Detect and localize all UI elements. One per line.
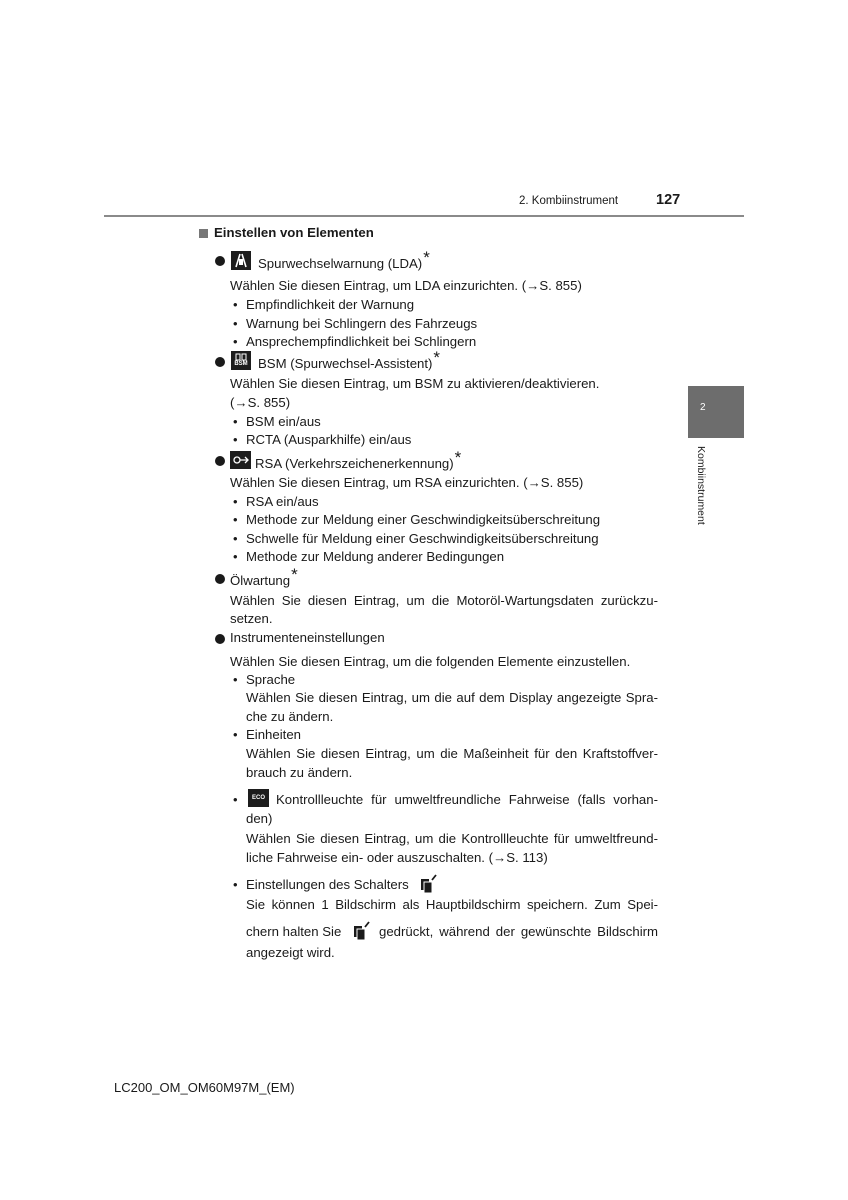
item-title-lda bbox=[258, 248, 430, 273]
eco-icon-label: ECO bbox=[251, 795, 265, 801]
bullet-icon: • bbox=[233, 792, 238, 807]
running-header-section: 2. Kombiinstrument bbox=[519, 195, 619, 207]
item-title-bsm bbox=[258, 348, 441, 373]
item-description: (→S. 855) bbox=[230, 395, 291, 410]
bullet-icon: • bbox=[233, 531, 238, 546]
bullet-icon: • bbox=[233, 672, 238, 687]
sub-item-text: chern halten Sie bbox=[246, 924, 342, 939]
sub-item-text: che zu ändern. bbox=[246, 709, 334, 724]
sub-item-label: Sprache bbox=[246, 672, 296, 687]
sub-item-text: Wählen Sie diesen Eintrag, um die Kontrollleuchte für umweltfreund- bbox=[246, 831, 658, 846]
item-description: Wählen Sie diesen Eintrag, um RSA einzurichten. (→S. 855) bbox=[230, 475, 584, 490]
item-description: setzen. bbox=[230, 611, 273, 626]
sub-item-label: Kontrollleuchte für umweltfreundliche Fahrweise (falls vorhan- bbox=[276, 792, 658, 807]
lda-icon bbox=[231, 251, 251, 270]
bullet-icon: • bbox=[233, 727, 238, 742]
sub-item-text: brauch zu ändern. bbox=[246, 765, 353, 780]
item-description: Wählen Sie diesen Eintrag, um BSM zu aktivieren/deaktivieren. bbox=[230, 376, 600, 391]
header-rule bbox=[104, 215, 744, 217]
sub-item-label: Einstellungen des Schalters bbox=[246, 877, 409, 892]
item-title-text: RSA (Verkehrszeichenerkennung) bbox=[255, 456, 454, 471]
bsm-icon-label: BSM bbox=[234, 361, 248, 367]
footnote-star: * bbox=[291, 565, 298, 584]
item-title-text: Ölwartung bbox=[230, 573, 291, 588]
item-description: Wählen Sie diesen Eintrag, um die Motoröl-Wartungsdaten zurückzu- bbox=[230, 593, 658, 608]
bullet-icon: • bbox=[233, 549, 238, 564]
circle-bullet-icon bbox=[215, 634, 225, 644]
item-description: Wählen Sie diesen Eintrag, um LDA einzurichten. (→S. 855) bbox=[230, 278, 582, 293]
document-code-footer: LC200_OM_OM60M97M_(EM) bbox=[114, 1080, 295, 1095]
bsm-icon bbox=[231, 351, 251, 370]
bullet-icon: • bbox=[233, 316, 238, 331]
item-description: Wählen Sie diesen Eintrag, um die folgenden Elemente einzustellen. bbox=[230, 654, 631, 669]
circle-bullet-icon bbox=[215, 256, 225, 266]
sub-item-text: gedrückt, während der gewünschte Bildschirm bbox=[379, 924, 658, 939]
bullet-icon: • bbox=[233, 512, 238, 527]
bullet-icon: • bbox=[233, 334, 238, 349]
footnote-star: * bbox=[454, 448, 462, 467]
bullet-icon: • bbox=[233, 297, 238, 312]
display-switch-icon bbox=[420, 874, 438, 894]
display-switch-icon bbox=[353, 921, 371, 941]
chapter-tab bbox=[688, 386, 744, 438]
item-title-text: Spurwechselwarnung (LDA) bbox=[258, 256, 423, 271]
bullet-icon: • bbox=[233, 414, 238, 429]
list-item: RCTA (Ausparkhilfe) ein/aus bbox=[246, 432, 412, 447]
bullet-icon: • bbox=[233, 432, 238, 447]
circle-bullet-icon bbox=[215, 574, 225, 584]
circle-bullet-icon bbox=[215, 357, 225, 367]
list-item: Warnung bei Schlingern des Fahrzeugs bbox=[246, 316, 478, 331]
list-item: RSA ein/aus bbox=[246, 494, 319, 509]
page-number: 127 bbox=[656, 192, 681, 208]
rsa-icon bbox=[230, 451, 251, 469]
list-item: Schwelle für Meldung einer Geschwindigkeitsüberschreitung bbox=[246, 531, 599, 546]
sub-item-text: angezeigt wird. bbox=[246, 945, 335, 960]
chapter-side-title: Kombiinstrument bbox=[695, 446, 707, 525]
sub-item-text: Wählen Sie diesen Eintrag, um die Maßeinheit für den Kraftstoffver- bbox=[246, 746, 658, 761]
bullet-icon: • bbox=[233, 877, 238, 892]
footnote-star: * bbox=[433, 348, 441, 367]
section-heading: Einstellen von Elementen bbox=[214, 225, 374, 240]
item-title-text: BSM (Spurwechsel-Assistent) bbox=[258, 356, 433, 371]
eco-icon bbox=[248, 789, 269, 807]
list-item: Empfindlichkeit der Warnung bbox=[246, 297, 415, 312]
item-title-rsa bbox=[255, 448, 462, 473]
sub-item-label: Einheiten bbox=[246, 727, 301, 742]
sub-item-text: liche Fahrweise ein- oder auszuschalten. (→S. 113) bbox=[246, 850, 548, 865]
item-title-instrument: Instrumenteneinstellungen bbox=[230, 630, 385, 645]
sub-item-label: den) bbox=[246, 811, 273, 826]
item-title-oil bbox=[230, 565, 298, 590]
list-item: Ansprechempfindlichkeit bei Schlingern bbox=[246, 334, 477, 349]
list-item: Methode zur Meldung einer Geschwindigkeitsüberschreitung bbox=[246, 512, 601, 527]
list-item: Methode zur Meldung anderer Bedingungen bbox=[246, 549, 505, 564]
square-bullet-icon bbox=[199, 229, 208, 238]
bullet-icon: • bbox=[233, 494, 238, 509]
footnote-star: * bbox=[423, 248, 430, 267]
chapter-tab-number: 2 bbox=[700, 402, 706, 413]
list-item: BSM ein/aus bbox=[246, 414, 321, 429]
sub-item-text: Sie können 1 Bildschirm als Hauptbildschirm speichern. Zum Spei- bbox=[246, 897, 658, 912]
sub-item-text: Wählen Sie diesen Eintrag, um die auf dem Display angezeigte Spra- bbox=[246, 690, 658, 705]
circle-bullet-icon bbox=[215, 456, 225, 466]
